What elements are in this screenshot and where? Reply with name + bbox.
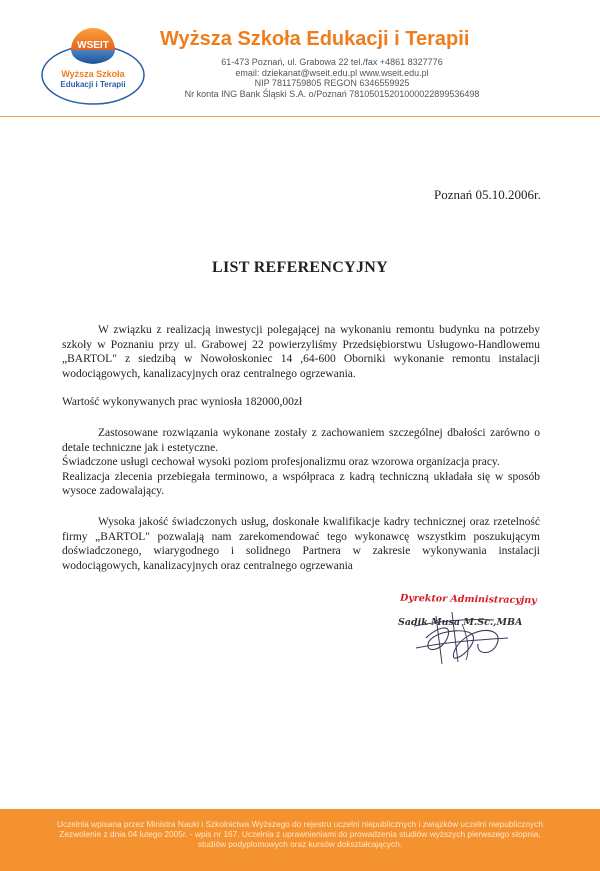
footer-banner (0, 809, 600, 871)
letter-body (62, 323, 540, 573)
letter-title: LIST REFERENCYJNY (212, 259, 388, 276)
logo-name-line2: Edukacji i Terapii (60, 80, 126, 89)
signature-stamp-title: Dyrektor Administracyjny (399, 592, 537, 607)
logo-abbreviation: WSEIT (77, 40, 109, 51)
footer-line-registration: Uczelnia wpisana przez Ministra Nauki i Szkolnictwa Wyższego do rejestru uczelni niepublicznych i związków uczelni niepublicznych (57, 819, 543, 829)
school-name: Wyższa Szkoła Edukacji i Terapii (160, 28, 470, 50)
paragraph-value: Wartość wykonywanych prac wyniosła 182000,00zł (62, 396, 303, 409)
wseit-logo (40, 20, 146, 106)
paragraph-realization: Realizacja zlecenia przebiegała terminowo, a współpraca z kadrą techniczną układała się w sposób wysoce zadowalający. (62, 470, 540, 498)
contact-tax-ids: NIP 7811759805 REGON 6346559925 (254, 78, 410, 88)
handwritten-signature (396, 598, 526, 668)
contact-email: email: dziekanat@wseit.edu.pl www.wseit.edu.pl (235, 67, 429, 78)
signature-stamp-name: Sadik Musa M.Sc.,MBA (398, 617, 523, 628)
header-divider (0, 116, 600, 117)
paragraph-recommendation: Wysoka jakość świadczonych usług, doskonałe kwalifikacje kadry technicznej oraz rzetelność firmy „BARTOL" pozwalają nam zarekomendować tego wykonawcę wszystkim poszukującym doświadczonego, wiarygodnego i solidnego Partnera w zakresie wykonywania instalacji wodociągowych, kanalizacyjnych oraz centralnego ogrzewania (62, 515, 540, 572)
letter-date: Poznań 05.10.2006r. (434, 187, 541, 202)
footer-line-studies: studiów podyplomowych oraz kursów dokształcających. (197, 839, 403, 849)
contact-address: 61-473 Poznań, ul. Grabowa 22 tel./fax +4861 8327776 (221, 57, 443, 67)
paragraph-solutions: Zastosowane rozwiązania wykonane zostały z zachowaniem szczególnej dbałości zarówno o detale techniczne jak i estetyczne. (62, 426, 540, 454)
logo-name-line1: Wyższa Szkoła (61, 69, 125, 79)
paragraph-intro: W związku z realizacją inwestycji polegającej na wykonaniu remontu budynku na potrzeby szkoły w Poznaniu przy ul. Grabowej 22 powierzyliśmy Przedsiębiorstwu Usługowo-Handlowemu „BARTOL" z siedzibą w Nowołoskoniec 14 ,64-600 Oborniki wykonanie remontu instalacji wodociągowych, kanalizacyjnych oraz centralnego ogrzewania. (62, 324, 540, 380)
contact-bank-account: Nr konta ING Bank Śląski S.A. o/Poznań 78105015201000022899536498 (184, 88, 480, 99)
paragraph-services: Świadczone usługi cechował wysoki poziom profesjonalizmu oraz wzorowa organizacja pracy. (62, 456, 500, 469)
footer-line-permit: Zezwolenie z dnia 04 lutego 2005r. - wpis nr 167. Uczelnia z uprawnieniami do prowadzenia studiów wyższych pierwszego stopnia, (59, 829, 541, 839)
contact-block (152, 57, 512, 99)
